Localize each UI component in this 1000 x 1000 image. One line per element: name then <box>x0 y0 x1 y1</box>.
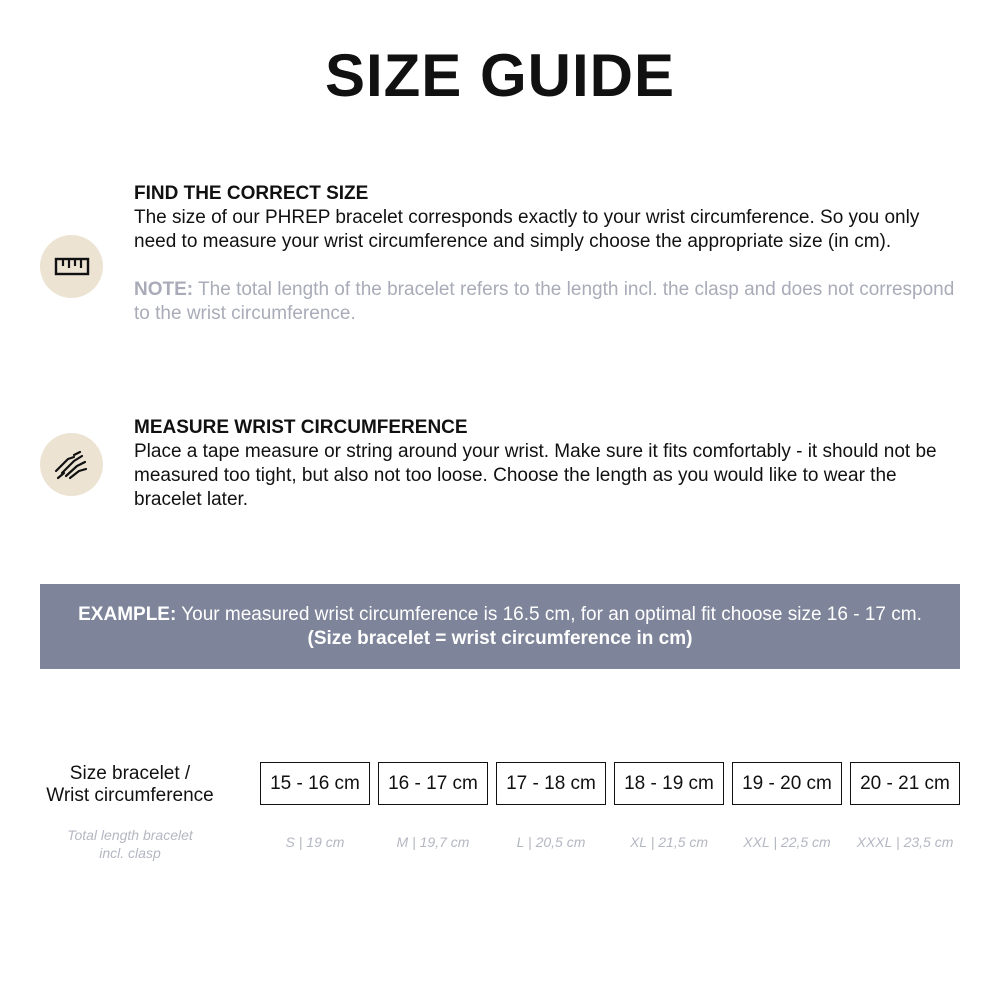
size-row-label: Size bracelet / Wrist circumference <box>46 763 214 806</box>
total-length-value: XXXL | 23,5 cm <box>856 834 954 850</box>
size-option[interactable]: 16 - 17 cm <box>378 762 488 805</box>
total-length-label: Total length bracelet incl. clasp <box>67 827 193 861</box>
find-size-section <box>40 182 960 332</box>
size-option[interactable]: 17 - 18 cm <box>496 762 606 805</box>
size-option[interactable]: 20 - 21 cm <box>850 762 960 805</box>
hand-icon-badge <box>40 433 103 496</box>
page-title: SIZE GUIDE <box>324 42 676 109</box>
total-length-value: M | 19,7 cm <box>396 834 470 850</box>
note-paragraph <box>134 278 964 326</box>
find-size-heading: FIND THE CORRECT SIZE <box>134 183 369 204</box>
measure-heading: MEASURE WRIST CIRCUMFERENCE <box>134 417 468 438</box>
find-size-text <box>134 182 964 326</box>
size-option[interactable]: 15 - 16 cm <box>260 762 370 805</box>
size-option[interactable]: 19 - 20 cm <box>732 762 842 805</box>
example-label: EXAMPLE: <box>78 604 177 625</box>
example-formula: (Size bracelet = wrist circumference in cm) <box>307 628 693 649</box>
total-length-value: XXL | 22,5 cm <box>743 834 831 850</box>
ruler-icon <box>54 256 90 278</box>
total-length-value: XL | 21,5 cm <box>629 834 709 850</box>
example-line <box>40 603 960 627</box>
hand-measure-icon <box>52 447 92 483</box>
measure-text <box>134 416 964 512</box>
example-banner <box>40 584 960 669</box>
example-text: Your measured wrist circumference is 16.5 cm, for an optimal fit choose size 16 - 17 cm. <box>176 604 922 625</box>
measure-body: Place a tape measure or string around your wrist. Make sure it fits comfortably - it should not be measured too tight, but also not too loose. Choose the length as you would like to wear the bracelet later. <box>134 441 937 510</box>
size-option[interactable]: 18 - 19 cm <box>614 762 724 805</box>
note-text: The total length of the bracelet refers to the length incl. the clasp and does not correspond to the wrist circumference. <box>134 279 955 324</box>
find-size-body: The size of our PHREP bracelet corresponds exactly to your wrist circumference. So you only need to measure your wrist circumference and simply choose the appropriate size (in cm). <box>134 207 920 252</box>
total-length-value: S | 19 cm <box>285 834 345 850</box>
note-label: NOTE: <box>134 279 194 300</box>
ruler-icon-badge <box>40 235 103 298</box>
total-length-value: L | 20,5 cm <box>516 834 586 850</box>
measure-section <box>40 416 960 526</box>
